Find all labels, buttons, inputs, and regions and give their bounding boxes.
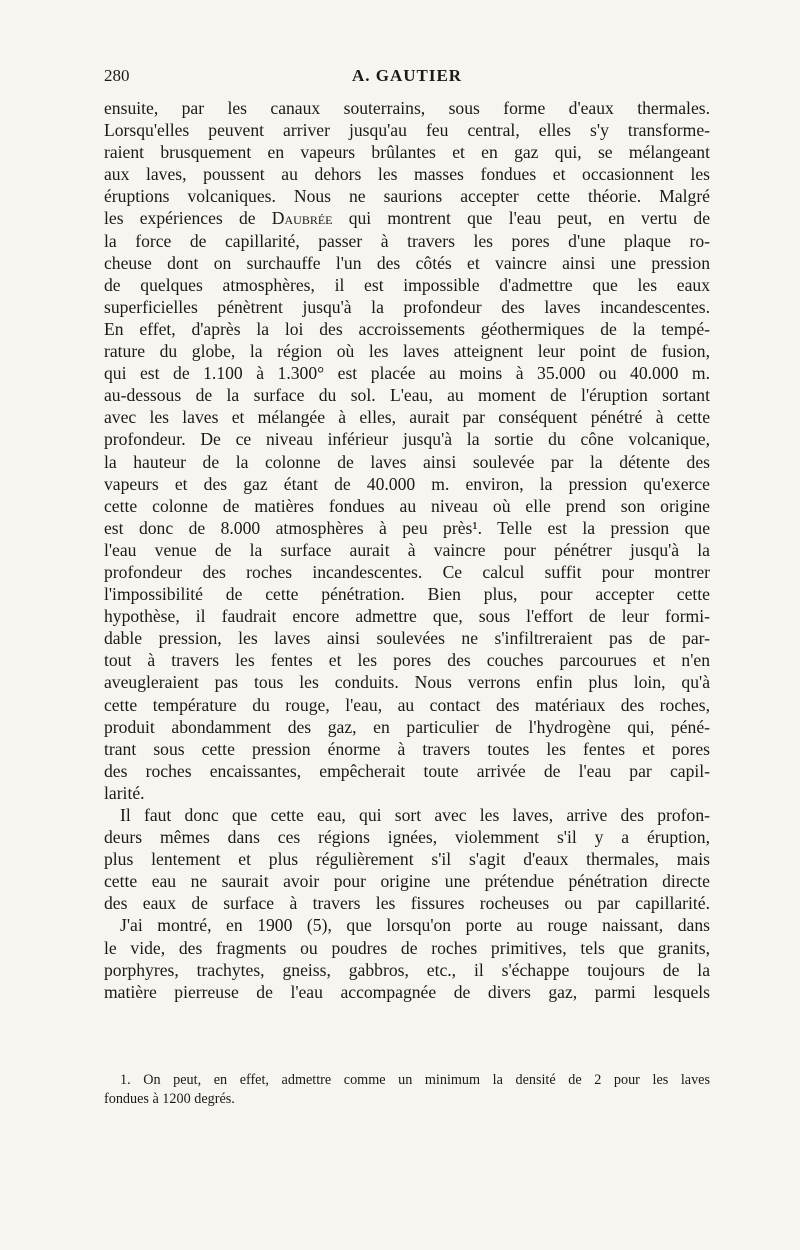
- text-line: au-dessous de la surface du sol. L'eau, au moment de l'éruption sortant: [104, 385, 710, 406]
- text-line: tout à travers les fentes et les pores des couches parcourues et n'en: [104, 650, 710, 671]
- text-fragment: les expériences de: [104, 208, 272, 229]
- author-name: Daubrée: [271, 208, 333, 229]
- text-line: deurs mêmes dans ces régions ignées, violemment s'il y a éruption,: [104, 827, 710, 848]
- page-number: 280: [104, 66, 130, 85]
- text-line: l'eau venue de la surface aurait à vaincre pour pénétrer jusqu'à la: [104, 539, 710, 560]
- text-line: trant sous cette pression énorme à travers toutes les fentes et pores: [104, 738, 710, 759]
- text-line: matière pierreuse de l'eau accompagnée de divers gaz, parmi lesquels: [104, 981, 710, 1002]
- text-line: avec les laves et mélangée à elles, aurait par conséquent pénétré à cette: [104, 407, 710, 428]
- text-line: de quelques atmosphères, il est impossible d'admettre que les eaux: [104, 274, 710, 295]
- text-line: des eaux de surface à travers les fissures rocheuses ou par capillarité.: [104, 893, 710, 914]
- text-line: cette eau ne saurait avoir pour origine une prétendue pénétration directe: [104, 871, 710, 892]
- text-line: J'ai montré, en 1900 (5), que lorsqu'on porte au rouge naissant, dans: [120, 915, 710, 936]
- running-head: A. GAUTIER: [351, 66, 463, 85]
- text-line: dable pression, les laves ainsi soulevées ne s'infiltreraient pas de par-: [104, 628, 710, 649]
- text-line: cette colonne de matières fondues au niveau où elle prend son origine: [104, 495, 710, 516]
- text-line: plus lentement et plus régulièrement s'il s'agit d'eaux thermales, mais: [104, 849, 710, 870]
- text-line: aux laves, poussent au dehors les masses fondues et occasionnent les: [104, 164, 710, 185]
- text-line: cette température du rouge, l'eau, au contact des matériaux des roches,: [104, 694, 710, 715]
- text-line: vapeurs et des gaz étant de 40.000 m. environ, la pression qu'exerce: [104, 473, 710, 494]
- text-line: profondeur des roches incandescentes. Ce calcul suffit pour montrer: [104, 561, 710, 582]
- text-line: des roches encaissantes, empêcherait toute arrivée de l'eau par capil-: [104, 760, 710, 781]
- body-text: [104, 97, 710, 1003]
- text-line: éruptions volcaniques. Nous ne saurions accepter cette théorie. Malgré: [104, 186, 710, 207]
- text-line: Il faut donc que cette eau, qui sort avec les laves, arrive des profon-: [120, 805, 710, 825]
- text-line: est donc de 8.000 atmosphères à peu près¹. Telle est la pression que: [104, 517, 710, 538]
- text-line: raient brusquement en vapeurs brûlantes et en gaz qui, se mélangeant: [104, 142, 710, 163]
- text-line: Lorsqu'elles peuvent arriver jusqu'au feu central, elles s'y transforme-: [104, 120, 710, 141]
- page-header: [104, 66, 710, 90]
- text-line: rature du globe, la région où les laves atteignent leur point de fusion,: [104, 341, 710, 362]
- text-line: le vide, des fragments ou poudres de roches primitives, tels que granits,: [104, 937, 710, 958]
- text-line: larité.: [104, 782, 145, 803]
- text-line: ensuite, par les canaux souterrains, sous forme d'eaux thermales.: [104, 98, 710, 118]
- text-fragment: qui montrent que l'eau peut, en vertu de: [332, 208, 710, 229]
- footnote-line: 1. On peut, en effet, admettre comme un minimum la densité de 2 pour les laves: [120, 1072, 710, 1088]
- text-line: cheuse dont on surchauffe l'un des côtés et vaincre ainsi une pression: [104, 252, 710, 273]
- text-line: aveugleraient pas tous les conduits. Nous verrons enfin plus loin, qu'à: [104, 672, 710, 693]
- text-line-with-author: [104, 207, 710, 229]
- text-line: produit abondamment des gaz, en particulier de l'hydrogène qui, péné-: [104, 716, 710, 737]
- footnotes: [104, 1071, 710, 1109]
- text-line: hypothèse, il faudrait encore admettre que, sous l'effort de leur formi-: [104, 606, 710, 627]
- text-line: la force de capillarité, passer à travers les pores d'une plaque ro-: [104, 230, 710, 251]
- footnote-line: fondues à 1200 degrés.: [104, 1091, 235, 1107]
- text-line: qui est de 1.100 à 1.300° est placée au moins à 35.000 ou 40.000 m.: [104, 363, 710, 384]
- text-line: l'impossibilité de cette pénétration. Bien plus, pour accepter cette: [104, 584, 710, 605]
- text-line: la hauteur de la colonne de laves ainsi soulevée par la détente des: [104, 451, 710, 472]
- text-line: profondeur. De ce niveau inférieur jusqu'à la sortie du cône volcanique,: [104, 429, 710, 450]
- text-line: superficielles pénètrent jusqu'à la profondeur des laves incandescentes.: [104, 296, 710, 317]
- text-line: En effet, d'après la loi des accroissements géothermiques de la tempé-: [104, 318, 710, 339]
- text-line: porphyres, trachytes, gneiss, gabbros, etc., il s'échappe toujours de la: [104, 959, 710, 980]
